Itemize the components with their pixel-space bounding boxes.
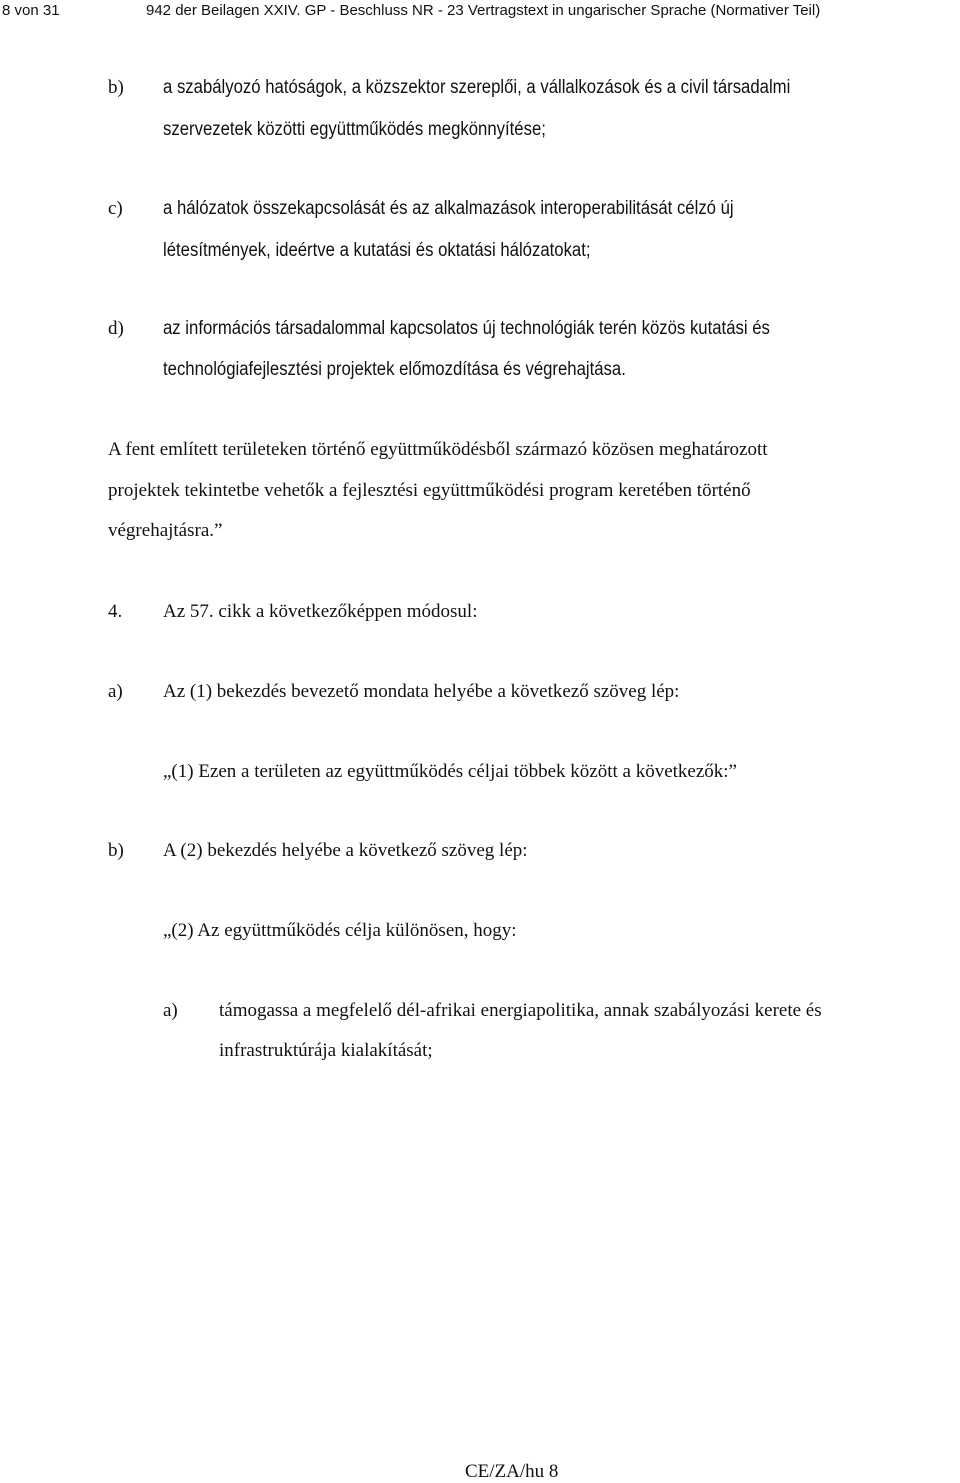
section-number: 4. (108, 601, 123, 622)
subitem-line-2: infrastruktúrája kialakítását; (219, 1040, 433, 1061)
item-d-line-2: technológiafejlesztési projektek előmozdítása és végrehajtása. (163, 359, 626, 380)
amendment-label-b: b) (108, 840, 124, 861)
page-number: 8 von 31 (2, 2, 60, 19)
page-footer-code: CE/ZA/hu 8 (465, 1461, 559, 1482)
item-label-c: c) (108, 198, 123, 219)
amendment-b-quote: „(2) Az együttműködés célja különösen, hogy: (163, 920, 517, 941)
document-header-title: 942 der Beilagen XXIV. GP - Beschluss NR - 23 Vertragstext in ungarischer Sprache (Normativer Teil) (146, 2, 821, 19)
amendment-a-text: Az (1) bekezdés bevezető mondata helyébe a következő szöveg lép: (163, 681, 680, 702)
subitem-line-1: támogassa a megfelelő dél-afrikai energiapolitika, annak szabályozási kerete és (219, 1000, 822, 1021)
item-b-line-1: a szabályozó hatóságok, a közszektor szereplői, a vállalkozások és a civil társadalmi (163, 77, 791, 98)
amendment-b-text: A (2) bekezdés helyébe a következő szöveg lép: (163, 840, 528, 861)
amendment-label-a: a) (108, 681, 123, 702)
paragraph-line-1: A fent említett területeken történő együttműködésből származó közösen meghatározott (108, 439, 768, 460)
amendment-a-quote: „(1) Ezen a területen az együttműködés céljai többek között a következők:” (163, 761, 737, 782)
section-heading-text: Az 57. cikk a következőképpen módosul: (163, 601, 478, 622)
item-c-line-1: a hálózatok összekapcsolását és az alkalmazások interoperabilitását célzó új (163, 198, 734, 219)
item-b-line-2: szervezetek közötti együttműködés megkönnyítése; (163, 119, 546, 140)
paragraph-line-2: projektek tekintetbe vehetők a fejlesztési együttműködési program keretében történő (108, 480, 751, 501)
subitem-label-a: a) (163, 1000, 178, 1021)
item-label-d: d) (108, 318, 124, 339)
item-label-b: b) (108, 77, 124, 98)
item-c-line-2: létesítmények, ideértve a kutatási és oktatási hálózatokat; (163, 240, 591, 261)
item-d-line-1: az információs társadalommal kapcsolatos új technológiák terén közös kutatási és (163, 318, 770, 339)
paragraph-line-3: végrehajtásra.” (108, 520, 223, 541)
